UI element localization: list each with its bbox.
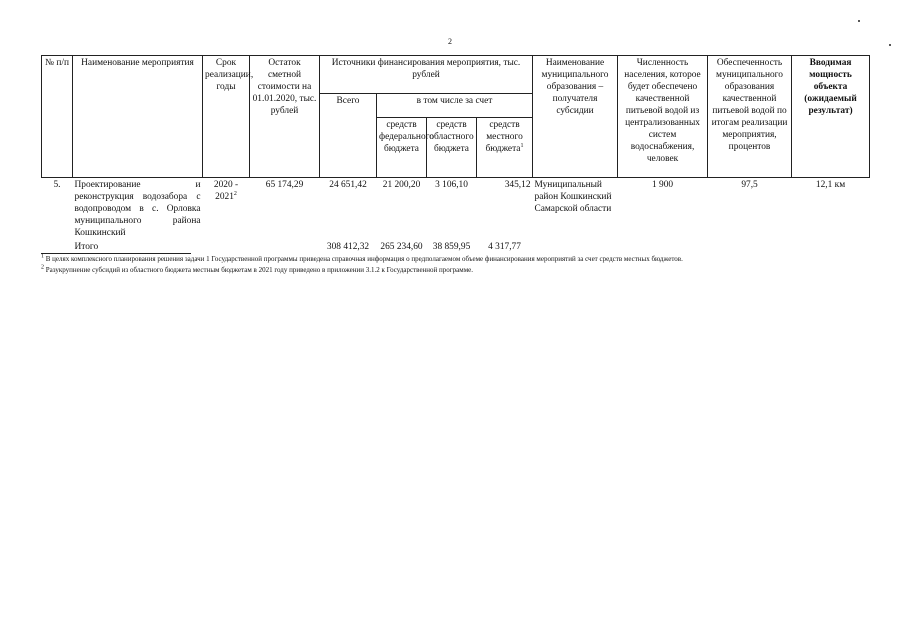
scan-speck <box>858 20 860 22</box>
footnotes <box>41 255 871 276</box>
footnote: $^1$ В целях комплексного планирования решения задачи 1 Государственной программы приведена справочная информация о предполагаемом объеме финансирования мероприятий за счет средств местных бюджетов. <box>41 253 683 263</box>
row-num: 5. <box>53 180 61 190</box>
row-regional: 3 106,10 <box>435 180 468 190</box>
totals-total: 308 412,32 <box>326 242 370 252</box>
row-population: 1 900 <box>651 180 674 190</box>
row-name: Проектирование и реконструкция водозабора с водопроводом в с. Орловка муниципального района Кошкинский <box>74 180 201 238</box>
table-row <box>42 178 870 241</box>
row-federal: 21 200,20 <box>382 180 421 190</box>
row-local: 345,12 <box>504 180 531 190</box>
financing-table <box>41 55 870 254</box>
header-total: Всего <box>320 94 377 178</box>
header-including: в том числе за счет <box>377 94 533 118</box>
totals-regional: 38 859,95 <box>432 242 471 252</box>
header-term: Срок реализации, годы <box>203 56 250 178</box>
row-term: 2020 - 2021$^2$ <box>213 180 239 202</box>
page-number: 2 <box>448 37 452 46</box>
totals-label: Итого <box>74 242 99 252</box>
row-total: 24 651,42 <box>329 180 367 190</box>
header-name: Наименование мероприятия <box>73 56 203 178</box>
totals-local: 4 317,77 <box>488 242 521 252</box>
row-municipality: Муниципальный район Кошкинский Самарской области <box>534 180 612 214</box>
row-provision: 97,5 <box>741 180 758 190</box>
header-num: № п/п <box>42 56 73 178</box>
totals-federal: 265 234,60 <box>380 242 423 252</box>
scan-speck <box>889 44 891 46</box>
header-balance: Остаток сметной стоимости на 01.01.2020, тыс. рублей <box>250 56 320 178</box>
header-municipality: Наименование муниципального образования – получателя субсидии <box>533 56 618 178</box>
footnote: $^2$ Разукрупнение субсидий из областного бюджета местным бюджетам в 2021 году приведено в приложении 3.1.2 к Государственной программе. <box>41 264 473 274</box>
totals-row <box>42 240 870 254</box>
header-federal: средств федерального бюджета <box>377 118 427 178</box>
header-sources: Источники финансирования мероприятия, тыс. рублей <box>320 56 533 94</box>
header-provision: Обеспеченность муниципального образования качественной питьевой водой по итогам реализации мероприятия, процентов <box>708 56 792 178</box>
header-local: средств местного бюджета$^1$ <box>477 118 533 178</box>
row-balance: 65 174,29 <box>265 180 304 190</box>
row-capacity: 12,1 км <box>815 180 846 190</box>
footnote-separator <box>41 253 191 254</box>
header-population: Численность населения, которое будет обеспечено качественной питьевой водой из централизованных систем водоснабжения, человек <box>618 56 708 178</box>
header-regional: средств областного бюджета <box>427 118 477 178</box>
header-capacity: Вводимая мощность объекта (ожидаемый результат) <box>792 56 870 178</box>
